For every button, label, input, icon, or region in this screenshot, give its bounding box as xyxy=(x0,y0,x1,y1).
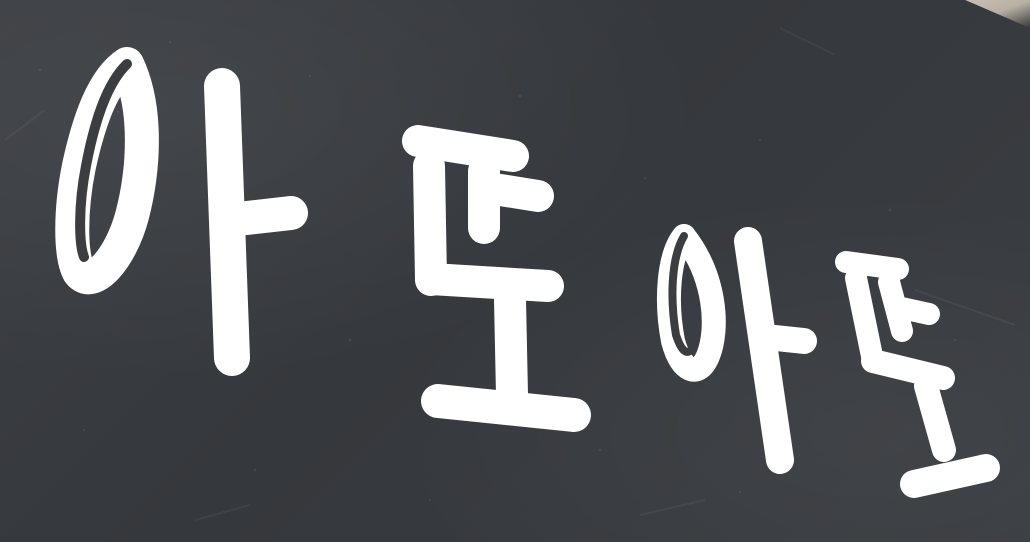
glyph-a-1 xyxy=(72,64,291,358)
glyph-ddo-2 xyxy=(846,262,986,484)
glyph-ddo-1 xyxy=(418,141,574,415)
glyph-a-2 xyxy=(669,236,804,460)
